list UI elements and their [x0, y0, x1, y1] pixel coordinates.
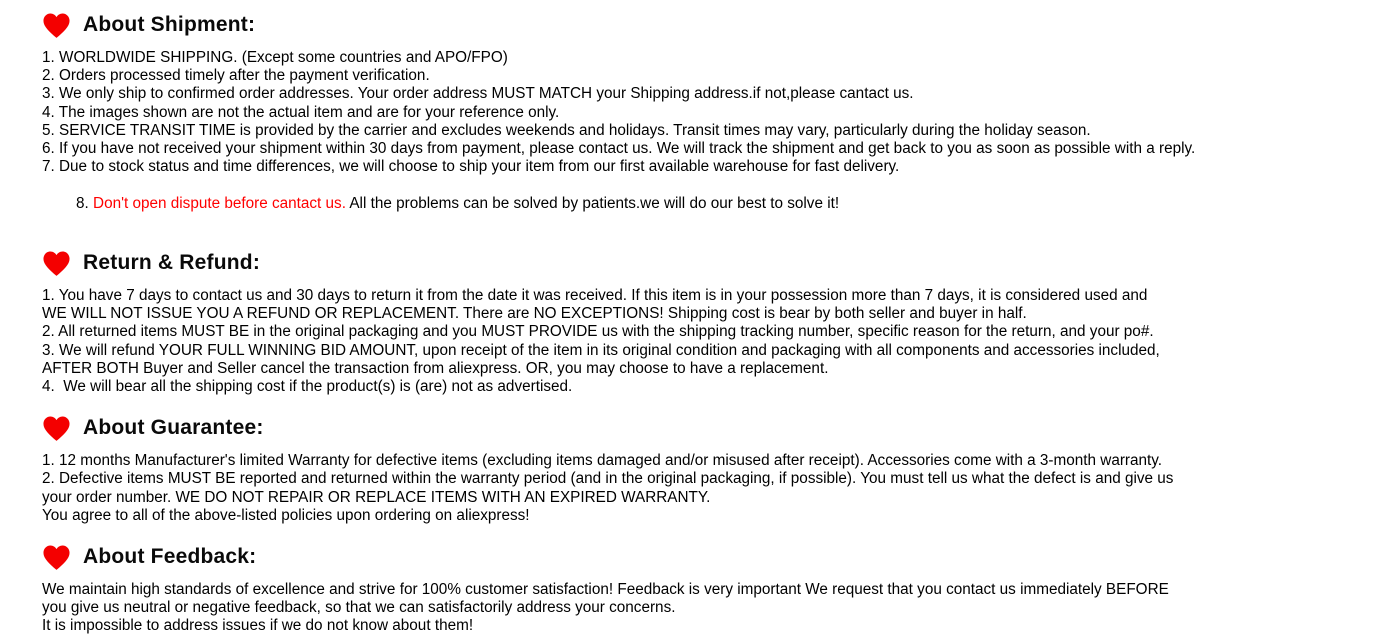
section-title: About Shipment:: [83, 13, 256, 36]
policy-line: your order number. WE DO NOT REPAIR OR REPLACE ITEMS WITH AN EXPIRED WARRANTY.: [42, 488, 711, 506]
section-heading-row: [42, 413, 1390, 443]
warning-prefix: 8.: [76, 194, 94, 212]
section-title: About Guarantee:: [83, 416, 264, 440]
section-return-refund: [42, 248, 1390, 396]
policy-line: 4. We will bear all the shipping cost if the product(s) is (are) not as advertised.: [42, 378, 573, 396]
section-heading-row: [42, 10, 1390, 40]
heart-icon: [42, 544, 71, 571]
section-body: [42, 581, 1390, 636]
policy-line: 1. You have 7 days to contact us and 30 days to return it from the date it was received. If this item is in your possession more than 7 days, it is considered used and: [42, 287, 1148, 305]
policy-line: you give us neutral or negative feedback, so that we can satisfactorily address your concerns.: [42, 599, 676, 617]
policy-line: 6. If you have not received your shipment within 30 days from payment, please contact us. We will track the shipment and get back to you as soon as possible with a reply.: [42, 140, 1196, 158]
section-title: About Feedback:: [83, 545, 257, 569]
warning-suffix: All the problems can be solved by patients.we will do our best to solve it!: [345, 194, 840, 212]
policy-line: 1. 12 months Manufacturer's limited Warranty for defective items (excluding items damaged and/or misused after receipt). Accessories come with a 3-month warranty.: [42, 452, 1163, 470]
section-body: [42, 49, 1390, 231]
policy-line: 2. Defective items MUST BE reported and returned within the warranty period (and in the original packaging, if possible). You must tell us what the defect is and give us: [42, 470, 1174, 488]
policy-line: 3. We will refund YOUR FULL WINNING BID AMOUNT, upon receipt of the item in its original condition and packaging with all components and accessories included,: [42, 341, 1160, 359]
policy-line: It is impossible to address issues if we do not know about them!: [42, 617, 474, 635]
policy-line: 3. We only ship to confirmed order addresses. Your order address MUST MATCH your Shipping address.if not,please cantact us.: [42, 85, 914, 103]
section-about-feedback: [42, 542, 1390, 636]
policy-line: 2. All returned items MUST BE in the original packaging and you MUST PROVIDE us with the shipping tracking number, specific reason for the return, and your po#.: [42, 323, 1154, 341]
section-title: Return & Refund:: [83, 251, 261, 275]
policy-line: You agree to all of the above-listed policies upon ordering on aliexpress!: [42, 506, 530, 524]
policy-line: 7. Due to stock status and time differences, we will choose to ship your item from our first available warehouse for fast delivery.: [42, 158, 900, 176]
section-heading-row: [42, 248, 1390, 278]
warning-text: Don't open dispute before cantact us.: [93, 194, 346, 212]
heart-icon: [42, 250, 71, 277]
heart-icon: [42, 415, 71, 442]
section-about-guarantee: [42, 413, 1390, 525]
policy-line: WE WILL NOT ISSUE YOU A REFUND OR REPLACEMENT. There are NO EXCEPTIONS! Shipping cost is bear by both seller and buyer in half.: [42, 305, 1027, 323]
section-about-shipment: [42, 10, 1390, 231]
policy-line: 5. SERVICE TRANSIT TIME is provided by the carrier and excludes weekends and holidays. Transit times may vary, particularly during the holiday season.: [42, 121, 1091, 139]
policy-line-dispute-warning: [42, 176, 1390, 231]
policy-line: 2. Orders processed timely after the payment verification.: [42, 67, 430, 85]
section-body: [42, 452, 1390, 525]
policy-line: We maintain high standards of excellence and strive for 100% customer satisfaction! Feedback is very important We request that you contact us immediately BEFORE: [42, 581, 1169, 599]
section-body: [42, 287, 1390, 396]
policy-line: 1. WORLDWIDE SHIPPING. (Except some countries and APO/FPO): [42, 49, 508, 66]
policy-line: 4. The images shown are not the actual item and are for your reference only.: [42, 103, 560, 121]
heart-icon: [42, 12, 71, 39]
section-heading-row: [42, 542, 1390, 572]
policy-line: AFTER BOTH Buyer and Seller cancel the transaction from aliexpress. OR, you may choose to have a replacement.: [42, 359, 829, 377]
